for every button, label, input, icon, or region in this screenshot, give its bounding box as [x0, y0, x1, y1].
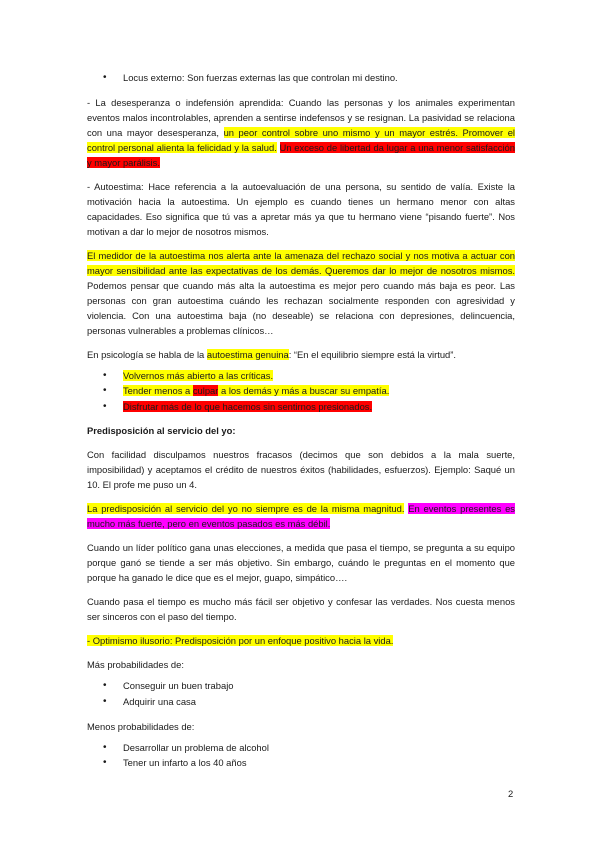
- list-item-text: Locus externo: Son fuerzas externas las que controlan mi destino.: [123, 72, 398, 83]
- section-heading: Predisposición al servicio del yo:: [87, 425, 236, 437]
- text: : “En el equilibrio siempre está la virtud”.: [288, 348, 456, 360]
- text: Podemos pensar que cuando más alta la autoestima es mejor pero cuando más baja es peor. Las personas con gran autoestima cuándo les rechazan socialmente responden con agresividad y violencia. Con una autoestima baja (no deseable) se relaciona con depresiones, delincuencia, personas vulnerables a problemas clínicos…: [87, 279, 515, 336]
- highlight-yellow: Volvernos más abierto a las críticas.: [123, 369, 274, 381]
- highlight-red: Un exceso de libertad da lugar a una menor satisfacción y mayor parálisis.: [87, 141, 515, 168]
- list-item-text: Conseguir un buen trabajo: [123, 680, 234, 692]
- paragraph-medidor: [87, 248, 515, 338]
- highlight-yellow: Tender menos a: [123, 385, 193, 397]
- highlight-red: Disfrutar más de lo que hacemos sin sentirnos presionados.: [123, 400, 373, 412]
- paragraph-fracasos: Con facilidad disculpamos nuestros fracasos (decimos que son debidos a la mala suerte, imposibilidad) y aceptamos el crédito de nuestros éxitos (habilidades, esfuerzos). Ejemplo: Saqué un 10. El profe me puso un 4.: [87, 449, 515, 491]
- highlight-yellow: - Optimismo ilusorio: Predisposición por un enfoque positivo hacia la vida.: [87, 635, 394, 647]
- list-item-text: Adquirir una casa: [123, 695, 196, 707]
- less-probabilities-label: Menos probabilidades de:: [87, 720, 195, 732]
- highlight-red: culpar: [192, 385, 219, 397]
- list-item: [87, 368, 515, 384]
- bullet-list-genuina: [87, 368, 515, 415]
- more-probabilities-label: Más probabilidades de:: [87, 659, 184, 671]
- list-item: [87, 678, 515, 694]
- list-item: [87, 755, 515, 771]
- paragraph-indefension: [87, 95, 515, 170]
- paragraph-tiempo: Cuando pasa el tiempo es mucho más fácil ser objetivo y confesar las verdades. Nos cuesta menos ser sinceros con el paso del tiempo.: [87, 596, 515, 623]
- text: - La desesperanza o indefensión aprendida: Cuando las personas y los animales experimentan eventos malos incontrolables, aprenden a sentirse indefensos y se resignan. La pasividad se relaciona con una mayor desesperanza,: [87, 96, 515, 138]
- list-item-text: Desarrollar un problema de alcohol: [123, 741, 269, 753]
- highlight-yellow: La predisposición al servicio del yo no siempre es de la misma magnitud.: [87, 503, 405, 515]
- document-page: [87, 70, 515, 771]
- highlight-yellow: un peor control sobre uno mismo y un mayor estrés. Promover el control personal alienta la felicidad y la salud.: [87, 126, 515, 153]
- highlight-yellow: a los demás y más a buscar su empatía.: [218, 385, 390, 397]
- list-item: [87, 399, 515, 415]
- paragraph-genuina: [87, 347, 515, 362]
- paragraph-lider: Cuando un líder político gana unas elecciones, a medida que pasa el tiempo, se pregunta a su equipo porque ganó se tiende a ser más objetivo. Sin embargo, cuándo le preguntas en el momento que porque ha ganado le dice que es el mejor, guapo, simpático….: [87, 542, 515, 584]
- list-item: [87, 740, 515, 756]
- highlight-magenta: En eventos presentes es mucho más fuerte, pero en eventos pasados es más débil.: [87, 503, 515, 530]
- highlight-yellow: El medidor de la autoestima nos alerta ante la amenaza del rechazo social y nos motiva a actuar con mayor sensibilidad ante las expectativas de los demás. Queremos dar lo mejor de nosotros mismos.: [87, 249, 515, 276]
- more-probabilities-list: [87, 678, 515, 709]
- bullet-list-top: [87, 70, 515, 86]
- list-item: [87, 694, 515, 710]
- list-item: [87, 383, 515, 399]
- less-probabilities-list: [87, 740, 515, 771]
- page-number: 2: [508, 788, 514, 799]
- paragraph-autoestima: - Autoestima: Hace referencia a la autoevaluación de una persona, su sentido de valía. Existe la motivación hacia la autoestima. Un ejemplo es cuando tienes un hermano menor con altas capacidades. Eso significa que tú vas a apretar más ya que tu hermano viene “pisando fuerte”. Nos motivan a dar lo mejor de nosotros mismos.: [87, 180, 515, 237]
- paragraph-magnitud: [87, 501, 515, 531]
- paragraph-optimismo: [87, 633, 515, 648]
- list-item: [87, 70, 515, 86]
- list-item-text: Tener un infarto a los 40 años: [123, 757, 247, 769]
- text: En psicología se habla de la: [87, 348, 207, 360]
- highlight-yellow: autoestima genuina: [206, 348, 289, 360]
